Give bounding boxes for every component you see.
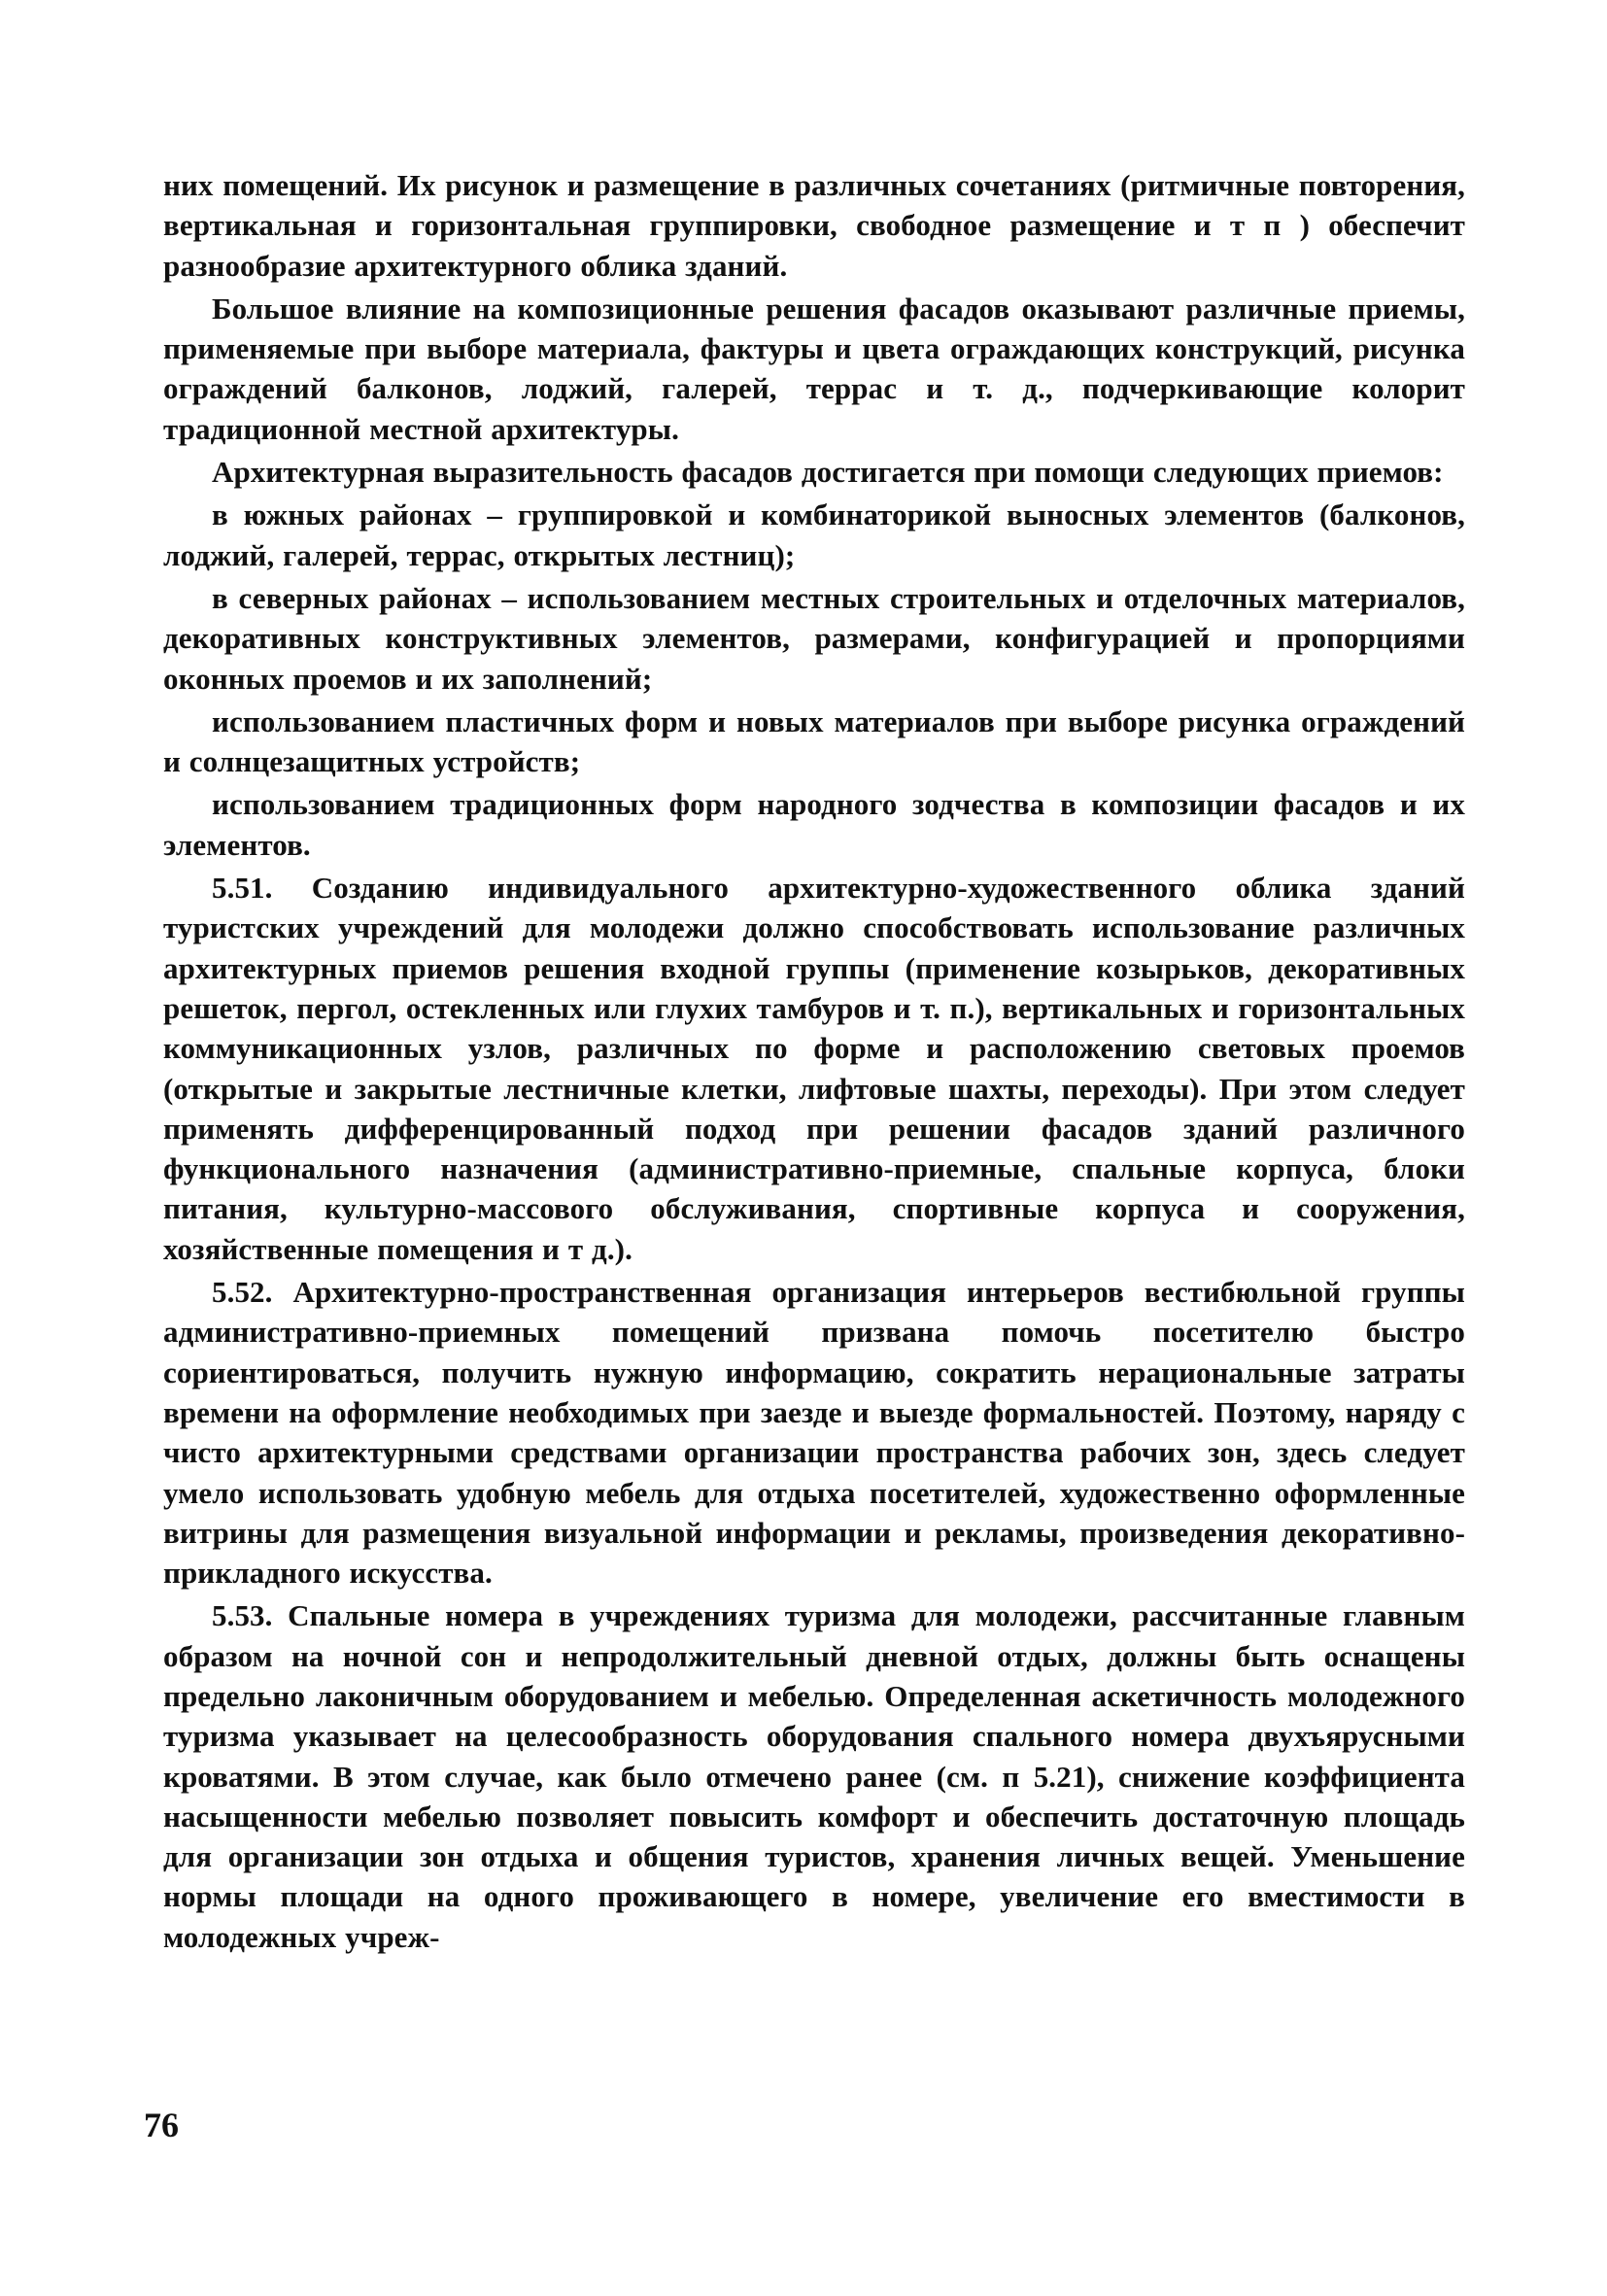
paragraph-6 [163,702,1465,782]
paragraph-3-text: Архитектурная выразительность фасадов достигается при помощи следующих приемов: [212,455,1444,490]
paragraph-6-text: использованием пластичных форм и новых материалов при выборе рисунка ограждений и солнцезащитных устройств; [163,703,1465,779]
section-5-51 [163,868,1465,1269]
page-number: 76 [144,2106,179,2144]
section-number-5-51: 5.51. [212,871,273,906]
section-5-51-text: Созданию индивидуального архитектурно-художественного облика зданий туристских учреждений для молодежи должно способствовать использование различных архитектурных приемов решения входной группы (применение козырьков, декоративных решеток, пергол, остекленных или глухих тамбуров и т. п.), вертикальных и горизонтальных коммуникационных узлов, различных по форме и расположению световых проемов (открытые и закрытые лестничные клетки, лифтовые шахты, переходы). При этом следует применять дифференцированный подход при решении фасадов зданий различного функционального назначения (административно-приемные, спальные корпуса, блоки питания, культурно-массового обслуживания, спортивные корпуса и сооружения, хозяйственные помещения и т д.). [163,871,1465,1266]
section-number-5-53: 5.53. [212,1598,273,1633]
page-body [163,165,1465,1957]
section-number-5-52: 5.52. [212,1275,273,1310]
paragraph-4-text: в южных районах – группировкой и комбинаторикой выносных элементов (балконов, лоджий, галерей, террас, открытых лестниц); [163,497,1465,572]
section-5-52-text: Архитектурно-пространственная организация интерьеров вестибюльной группы административно-приемных помещений призвана помочь посетителю быстро сориентироваться, получить нужную информацию, сократить нерациональные затраты времени на оформление необходимых при заезде и выезде формальностей. Поэтому, наряду с чисто архитектурными средствами организации пространства рабочих зон, здесь следует умело использовать удобную мебель для отдыха посетителей, художественно оформленные витрины для размещения визуальной информации и рекламы, произведения декоративно-прикладного искусства. [163,1275,1465,1591]
paragraph-2-text: Большое влияние на композиционные решения фасадов оказывают различные приемы, применяемые при выборе материала, фактуры и цвета ограждающих конструкций, рисунка ограждений балконов, лоджий, галерей, террас и т. д., подчеркивающие колорит традиционной местной архитектуры. [163,291,1465,446]
section-5-52 [163,1272,1465,1593]
section-5-53-text: Спальные номера в учреждениях туризма для молодежи, рассчитанные главным образом на ночной сон и непродолжительный дневной отдых, должны быть оснащены предельно лаконичным оборудованием и мебелью. Определенная аскетичность молодежного туризма указывает на целесообразность оборудования спального номера двухъярусными кроватями. В этом случае, как было отмечено ранее (см. п 5.21), снижение коэффициента насыщенности мебелью позволяет повысить комфорт и обеспечить достаточную площадь для организации зон отдыха и общения туристов, хранения личных вещей. Уменьшение нормы площади на одного проживающего в номере, увеличение его вместимости в молодежных учреж- [163,1598,1465,1954]
paragraph-3 [163,452,1465,492]
paragraph-7-text: использованием традиционных форм народного зодчества в композиции фасадов и их элементов. [163,787,1465,862]
paragraph-1-text: них помещений. Их рисунок и размещение в различных сочетаниях (ритмичные повторения, вертикальная и горизонтальная группировки, свободное размещение и т п ) обеспечит разнообразие архитектурного облика зданий. [163,168,1465,283]
paragraph-5 [163,578,1465,699]
section-5-53 [163,1595,1465,1957]
paragraph-5-text: в северных районах – использованием местных строительных и отделочных материалов, декоративных конструктивных элементов, размерами, конфигурацией и пропорциями оконных проемов и их заполнений; [163,580,1465,696]
paragraph-1 [163,165,1465,286]
paragraph-7 [163,784,1465,865]
paragraph-4 [163,495,1465,575]
paragraph-2 [163,289,1465,449]
